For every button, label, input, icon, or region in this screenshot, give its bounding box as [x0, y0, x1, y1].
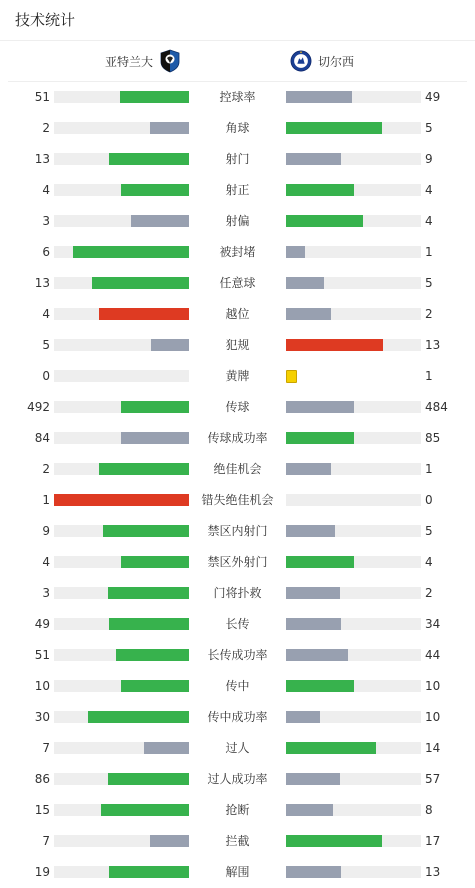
home-team[interactable] — [105, 49, 181, 73]
away-value: 14 — [425, 741, 441, 755]
stat-row — [0, 330, 475, 361]
home-bar-fill — [103, 525, 189, 537]
stat-row — [0, 702, 475, 733]
home-bar-track — [54, 494, 189, 506]
home-value: 7 — [42, 834, 50, 848]
stat-row — [0, 609, 475, 640]
away-bar-fill — [286, 587, 340, 599]
stat-label: 长传成功率 — [207, 648, 268, 662]
stat-label: 传中 — [225, 679, 250, 693]
home-bar-fill — [109, 618, 189, 630]
home-bar-fill — [116, 649, 189, 661]
home-bar-fill — [121, 401, 189, 413]
home-bar-fill — [121, 556, 189, 568]
stat-row — [0, 175, 475, 206]
stat-row — [0, 516, 475, 547]
home-bar-track — [54, 122, 189, 134]
away-bar-track — [286, 649, 421, 661]
home-value: 3 — [42, 214, 50, 228]
away-bar-track — [286, 308, 421, 320]
away-value: 5 — [425, 276, 433, 290]
stat-row — [0, 206, 475, 237]
home-bar-fill — [109, 866, 189, 878]
stat-label: 过人成功率 — [207, 772, 268, 786]
away-bar-fill — [286, 463, 331, 475]
home-value: 13 — [34, 152, 50, 166]
stat-row — [0, 144, 475, 175]
stat-row — [0, 547, 475, 578]
home-value: 10 — [34, 679, 50, 693]
stat-label: 被封堵 — [219, 245, 256, 259]
home-value: 19 — [34, 865, 50, 879]
away-value: 4 — [425, 183, 433, 197]
stat-label: 越位 — [225, 307, 250, 321]
home-bar-fill — [144, 742, 189, 754]
away-value: 13 — [425, 865, 441, 879]
away-bar-fill — [286, 711, 320, 723]
home-value: 15 — [34, 803, 50, 817]
home-bar-track — [54, 370, 189, 382]
home-value: 1 — [42, 493, 50, 507]
away-value: 13 — [425, 338, 441, 352]
home-value: 4 — [42, 555, 50, 569]
away-value: 0 — [425, 493, 433, 507]
home-value: 7 — [42, 741, 50, 755]
away-bar-track — [286, 804, 421, 816]
away-bar-track — [286, 215, 421, 227]
away-bar-fill — [286, 680, 354, 692]
yellow-card-icon — [286, 370, 297, 383]
away-bar-fill — [286, 153, 341, 165]
home-bar-track — [54, 463, 189, 475]
stat-label: 抢断 — [225, 803, 250, 817]
page-title — [0, 0, 475, 41]
away-bar-fill — [286, 835, 382, 847]
stat-row — [0, 857, 475, 888]
away-bar-fill — [286, 432, 354, 444]
away-bar-track — [286, 835, 421, 847]
stat-label: 犯规 — [225, 338, 250, 352]
home-value: 9 — [42, 524, 50, 538]
home-value: 6 — [42, 245, 50, 259]
home-bar-track — [54, 742, 189, 754]
home-value: 3 — [42, 586, 50, 600]
home-value: 5 — [42, 338, 50, 352]
home-bar-fill — [131, 215, 189, 227]
home-value: 4 — [42, 307, 50, 321]
away-bar-track — [286, 246, 421, 258]
home-bar-track — [54, 680, 189, 692]
stat-label: 黄牌 — [225, 369, 250, 383]
away-bar-track — [286, 587, 421, 599]
stat-row — [0, 361, 475, 392]
away-value: 484 — [425, 400, 448, 414]
away-bar-track — [286, 339, 421, 351]
home-bar-fill — [92, 277, 189, 289]
away-bar-fill — [286, 773, 340, 785]
stat-row — [0, 423, 475, 454]
home-bar-track — [54, 556, 189, 568]
away-value: 1 — [425, 369, 433, 383]
away-value: 4 — [425, 555, 433, 569]
away-bar-track — [286, 91, 421, 103]
stat-label: 过人 — [225, 741, 250, 755]
away-value: 57 — [425, 772, 441, 786]
away-team-name: 切尔西 — [318, 54, 355, 69]
away-bar-fill — [286, 215, 363, 227]
away-bar-track — [286, 618, 421, 630]
away-value: 9 — [425, 152, 433, 166]
away-value: 34 — [425, 617, 441, 631]
home-bar-track — [54, 804, 189, 816]
away-value: 10 — [425, 710, 441, 724]
home-bar-fill — [109, 153, 189, 165]
home-team-name: 亚特兰大 — [104, 54, 153, 69]
home-bar-track — [54, 215, 189, 227]
home-bar-track — [54, 432, 189, 444]
teams-header — [8, 41, 467, 82]
away-value: 1 — [425, 462, 433, 476]
away-value: 85 — [425, 431, 441, 445]
away-bar-fill — [286, 804, 333, 816]
home-value: 51 — [34, 648, 50, 662]
away-bar-track — [286, 153, 421, 165]
stat-row — [0, 733, 475, 764]
home-bar-track — [54, 711, 189, 723]
home-value: 49 — [34, 617, 50, 631]
home-bar-track — [54, 773, 189, 785]
home-bar-fill — [121, 432, 189, 444]
home-bar-fill — [88, 711, 189, 723]
away-value: 2 — [425, 586, 433, 600]
home-value: 492 — [27, 400, 50, 414]
away-bar-track — [286, 773, 421, 785]
chelsea-logo-icon — [290, 49, 312, 73]
home-value: 84 — [34, 431, 50, 445]
stat-label: 拦截 — [225, 834, 250, 848]
home-value: 2 — [42, 462, 50, 476]
away-value: 5 — [425, 121, 433, 135]
home-bar-track — [54, 835, 189, 847]
home-bar-track — [54, 525, 189, 537]
stat-row — [0, 764, 475, 795]
away-bar-fill — [286, 91, 352, 103]
away-bar-fill — [286, 184, 354, 196]
away-bar-track — [286, 122, 421, 134]
page-title-text: 技术统计 — [15, 11, 76, 29]
away-bar-fill — [286, 525, 335, 537]
home-bar-fill — [121, 184, 189, 196]
home-value: 0 — [42, 369, 50, 383]
stat-label: 射门 — [225, 152, 250, 166]
stat-label: 传球成功率 — [207, 431, 268, 445]
home-bar-fill — [101, 804, 189, 816]
away-value: 49 — [425, 90, 441, 104]
home-value: 86 — [34, 772, 50, 786]
home-bar-fill — [99, 308, 189, 320]
stat-label: 角球 — [225, 121, 250, 135]
away-team[interactable] — [290, 49, 354, 73]
stat-row — [0, 671, 475, 702]
stat-label: 门将扑救 — [213, 586, 262, 600]
home-bar-track — [54, 277, 189, 289]
stat-label: 射偏 — [225, 214, 250, 228]
away-value: 8 — [425, 803, 433, 817]
away-bar-fill — [286, 618, 341, 630]
away-bar-fill — [286, 308, 331, 320]
away-bar-fill — [286, 277, 324, 289]
stat-label: 错失绝佳机会 — [201, 493, 274, 507]
stat-row — [0, 113, 475, 144]
away-value: 17 — [425, 834, 441, 848]
home-bar-fill — [151, 339, 189, 351]
away-bar-track — [286, 277, 421, 289]
home-bar-track — [54, 153, 189, 165]
stat-row — [0, 485, 475, 516]
stat-label: 控球率 — [219, 90, 256, 104]
away-bar-track — [286, 494, 421, 506]
away-value: 10 — [425, 679, 441, 693]
stat-row — [0, 454, 475, 485]
home-bar-track — [54, 91, 189, 103]
stat-label: 禁区内射门 — [207, 524, 268, 538]
home-value: 13 — [34, 276, 50, 290]
home-bar-fill — [120, 91, 189, 103]
away-bar-fill — [286, 401, 354, 413]
away-value: 1 — [425, 245, 433, 259]
away-bar-fill — [286, 742, 376, 754]
away-bar-track — [286, 463, 421, 475]
away-bar-fill — [286, 122, 382, 134]
home-bar-fill — [99, 463, 189, 475]
stat-row — [0, 82, 475, 113]
home-bar-fill — [121, 680, 189, 692]
away-value: 5 — [425, 524, 433, 538]
stat-label: 长传 — [225, 617, 250, 631]
stat-label: 射正 — [225, 183, 250, 197]
home-bar-fill — [54, 494, 189, 506]
stat-label: 任意球 — [219, 276, 256, 290]
away-bar-track — [286, 711, 421, 723]
away-bar-fill — [286, 246, 305, 258]
stat-row — [0, 237, 475, 268]
home-value: 51 — [34, 90, 50, 104]
home-bar-track — [54, 649, 189, 661]
away-value: 44 — [425, 648, 441, 662]
stat-row — [0, 640, 475, 671]
home-value: 4 — [42, 183, 50, 197]
stat-label: 绝佳机会 — [213, 462, 262, 476]
stat-label: 禁区外射门 — [207, 555, 268, 569]
away-bar-fill — [286, 649, 348, 661]
stat-row — [0, 826, 475, 857]
stat-label: 传球 — [225, 400, 250, 414]
home-bar-track — [54, 587, 189, 599]
home-bar-track — [54, 866, 189, 878]
away-bar-fill — [286, 339, 383, 351]
home-bar-track — [54, 618, 189, 630]
home-bar-track — [54, 339, 189, 351]
stat-label: 解围 — [225, 865, 250, 879]
home-bar-fill — [73, 246, 189, 258]
away-bar-track — [286, 401, 421, 413]
atalanta-logo-icon — [159, 49, 181, 73]
home-bar-fill — [108, 773, 189, 785]
away-value: 2 — [425, 307, 433, 321]
away-bar-track — [286, 680, 421, 692]
stat-label: 传中成功率 — [207, 710, 268, 724]
home-bar-track — [54, 246, 189, 258]
home-value: 30 — [34, 710, 50, 724]
stat-row — [0, 578, 475, 609]
away-bar-track — [286, 556, 421, 568]
away-bar-track — [286, 742, 421, 754]
away-bar-track — [286, 866, 421, 878]
away-value: 4 — [425, 214, 433, 228]
home-bar-track — [54, 184, 189, 196]
home-bar-track — [54, 308, 189, 320]
away-bar-track — [286, 432, 421, 444]
home-bar-fill — [108, 587, 189, 599]
home-bar-track — [54, 401, 189, 413]
stat-row — [0, 795, 475, 826]
home-bar-fill — [150, 835, 189, 847]
away-bar-track — [286, 184, 421, 196]
away-bar-track — [286, 525, 421, 537]
stat-row — [0, 299, 475, 330]
stat-row — [0, 268, 475, 299]
home-bar-fill — [150, 122, 189, 134]
stat-row — [0, 392, 475, 423]
away-bar-fill — [286, 866, 341, 878]
home-value: 2 — [42, 121, 50, 135]
away-bar-fill — [286, 556, 354, 568]
